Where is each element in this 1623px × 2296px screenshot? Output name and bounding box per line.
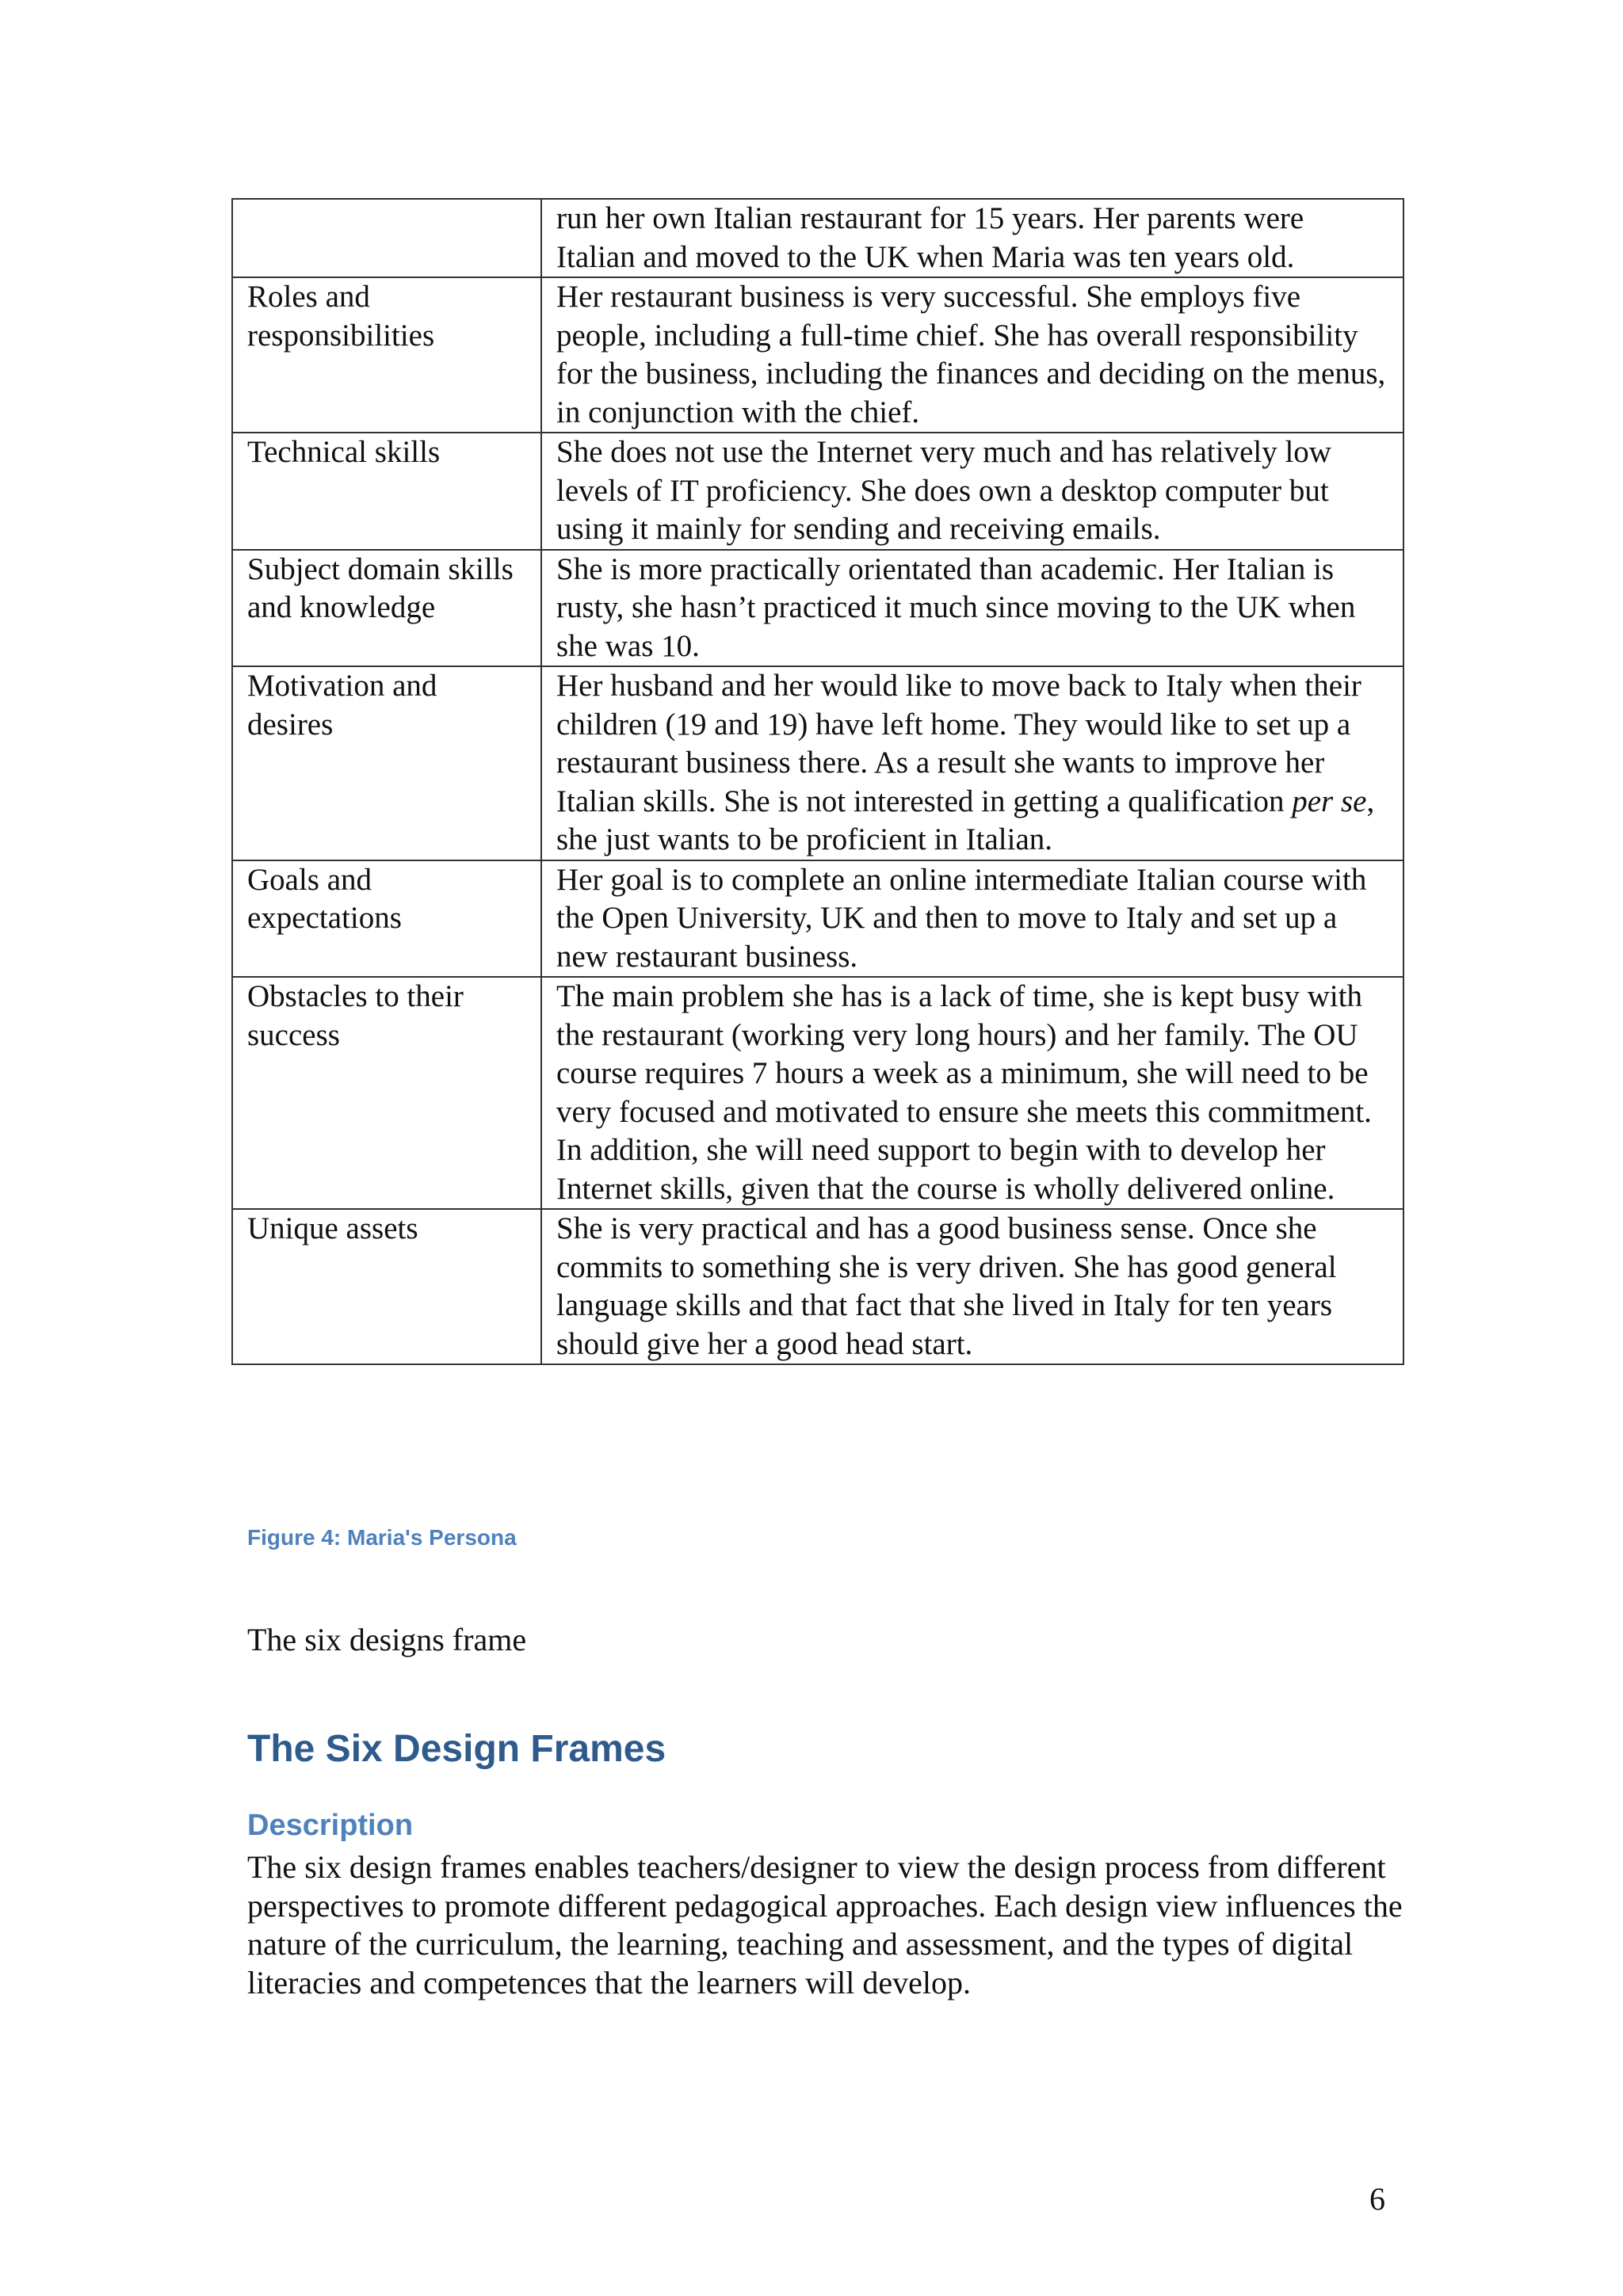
row-label: Goals and expectations (232, 860, 541, 978)
row-label: Roles and responsibilities (232, 277, 541, 433)
row-value: She does not use the Internet very much and has relatively low levels of IT proficiency. She does own a desktop computer but using it mainly for sending and receiving emails. (541, 433, 1403, 550)
figure-caption: Figure 4: Maria's Persona (247, 1525, 517, 1550)
row-label: Technical skills (232, 433, 541, 550)
table-row (232, 1209, 1403, 1364)
row-value: She is very practical and has a good business sense. Once she commits to something she is very driven. She has good general language skills and that fact that she lived in Italy for ten years should give her a good head start. (541, 1209, 1403, 1364)
row-value (541, 666, 1403, 860)
row-value: Her goal is to complete an online intermediate Italian course with the Open University, UK and then to move to Italy and set up a new restaurant business. (541, 860, 1403, 978)
value-italic: per se (1292, 784, 1367, 818)
subsection-heading: Description (247, 1809, 414, 1842)
table-row (232, 550, 1403, 667)
row-value: She is more practically orientated than academic. Her Italian is rusty, she hasn’t practiced it much since moving to the UK when she was 10. (541, 550, 1403, 667)
table-row (232, 277, 1403, 433)
row-label: Motivation and desires (232, 666, 541, 860)
table-row (232, 860, 1403, 978)
table-row (232, 199, 1403, 277)
row-label: Subject domain skills and knowledge (232, 550, 541, 667)
row-label: Unique assets (232, 1209, 541, 1364)
table-row (232, 977, 1403, 1209)
row-value: The main problem she has is a lack of time, she is kept busy with the restaurant (working very long hours) and her family. The OU course requires 7 hours a week as a minimum, she will need to be very focused and motivated to ensure she meets this commitment. In addition, she will need support to begin with to develop her Internet skills, given that the course is wholly delivered online. (541, 977, 1403, 1209)
row-label: Obstacles to their success (232, 977, 541, 1209)
table-row (232, 433, 1403, 550)
row-value: Her restaurant business is very successful. She employs five people, including a full-time chief. She has overall responsibility for the business, including the finances and deciding on the menus, in conjunction with the chief. (541, 277, 1403, 433)
value-text: , she just wants to be proficient in Italian. (556, 784, 1375, 856)
section-heading: The Six Design Frames (247, 1728, 666, 1770)
page-number: 6 (1369, 2181, 1385, 2217)
row-label (232, 199, 541, 277)
table-row (232, 666, 1403, 860)
description-paragraph: The six design frames enables teachers/designer to view the design process from different perspectives to promote different pedagogical approaches. Each design view influences the nature of the curriculum, the learning, teaching and assessment, and the types of digital literacies and competences that the learners will develop. (247, 1849, 1403, 2000)
value-text: Her husband and her would like to move back to Italy when their children (19 and 19) have left home. They would like to set up a restaurant business there. As a result she wants to improve her Italian skills. She is not interested in getting a qualification (556, 669, 1361, 818)
persona-table (231, 198, 1404, 1365)
body-text: The six designs frame (247, 1622, 527, 1657)
row-value: run her own Italian restaurant for 15 years. Her parents were Italian and moved to the UK when Maria was ten years old. (541, 199, 1403, 277)
